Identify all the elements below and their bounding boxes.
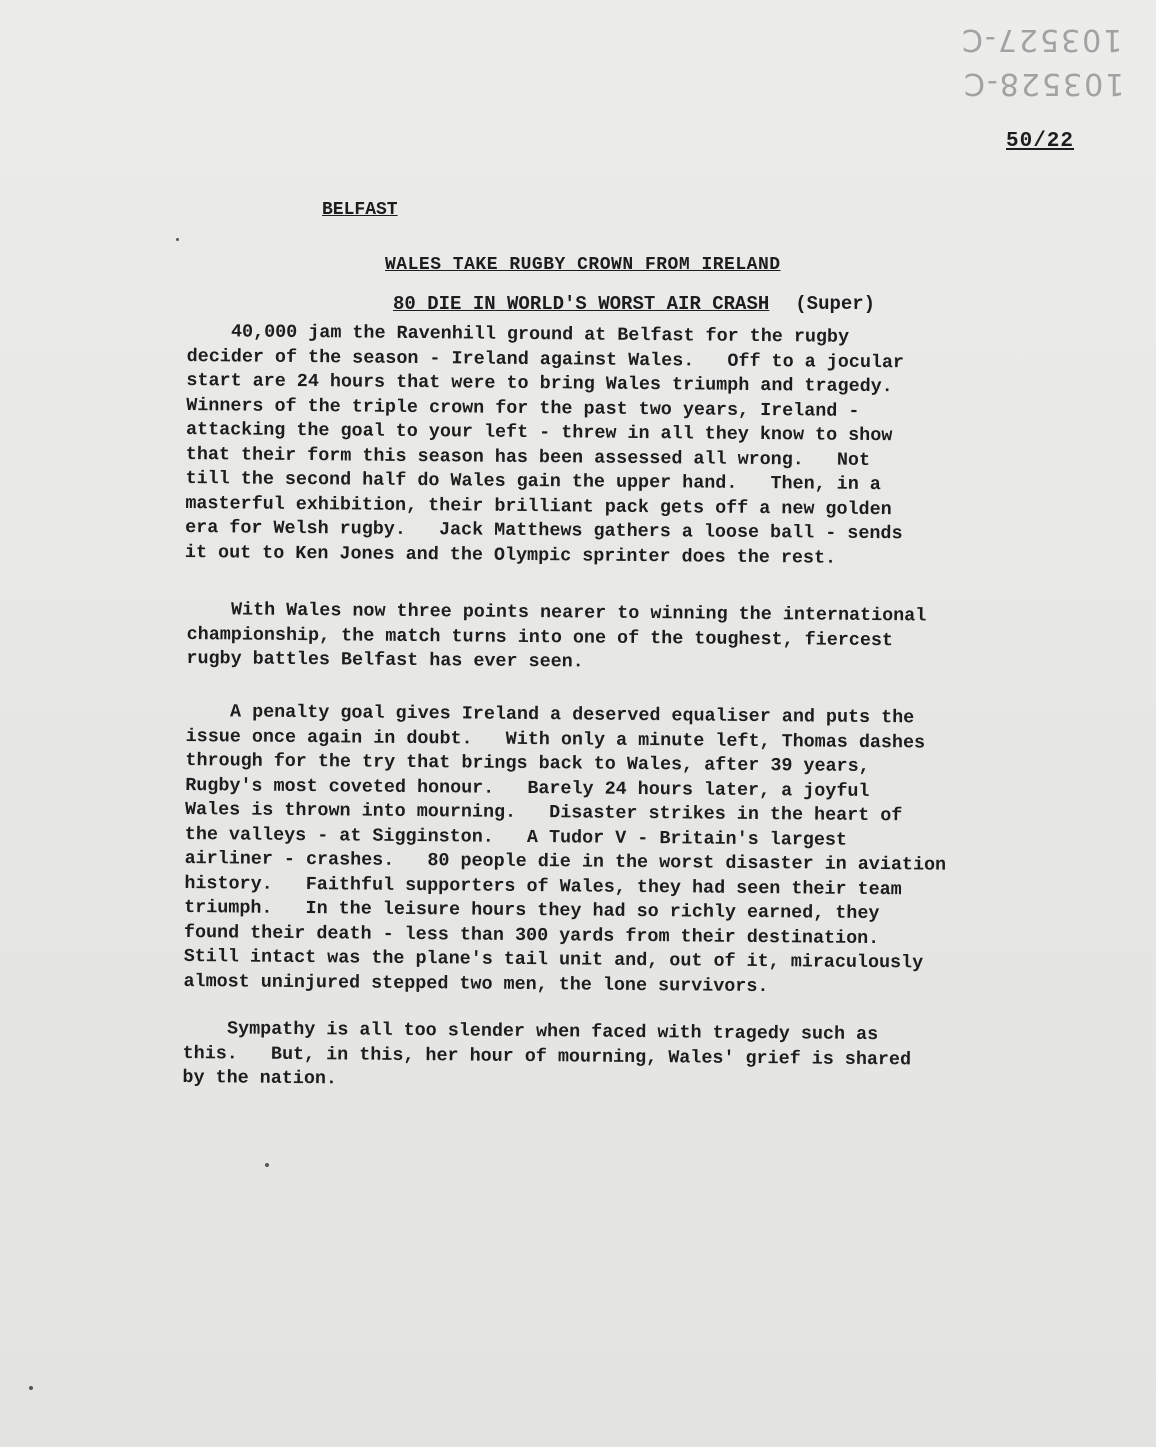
paragraph-championship: With Wales now three points nearer to winning the international championship, the match turns into one of the toughest, fiercest rugby battles Belfast has ever seen. [186,598,927,673]
paragraph-match: 40,000 jam the Ravenhill ground at Belfast for the rugby decider of the season - Ireland against Wales. Off to a jocular start are 24 hours that were to bring Wales triumph and tragedy. Winners of the triple crown for the past two years, Ireland - attacking the goal to your left - threw in all they know to show that their form this season has been assessed all wrong. Not till the second half do Wales gain the upper hand. Then, in a masterful exhibition, their brilliant pack gets off a new golden era for Welsh rugby. Jack Matthews gathers a loose ball - sends it out to Ken Jones and the Olympic sprinter does the rest. [184,320,905,569]
paper-speck [265,1163,269,1167]
sheet-number: 50/22 [1006,130,1075,153]
paragraph-crash: A penalty goal gives Ireland a deserved equaliser and puts the issue once again in doubt. With only a minute left, Thomas dashes through for the try that brings back to Wales, after 39 years, Rugby's most coveted honour. Barely 24 hours later, a joyful Wales is thrown into mourning. Disaster strikes in the heart of the valleys - at Sigginston. A Tudor V - Britain's largest airliner - crashes. 80 people die in the worst disaster in aviation history. Faithful supporters of Wales, they had seen their team triumph. In the leisure hours they had so richly earned, they found their death - less than 300 yards from their destination. Still intact was the plane's tail unit and, out of it, miraculously almost uninjured stepped two men, the lone survivors. [183,700,947,997]
handwritten-reference-2: 103528-C [962,66,1125,101]
headline-air-crash-text: 80 DIE IN WORLD'S WORST AIR CRASH [393,293,770,315]
headline-air-crash [393,293,875,315]
paper-speck [29,1386,33,1390]
location-heading: BELFAST [322,200,398,220]
headline-rugby: WALES TAKE RUGBY CROWN FROM IRELAND [385,255,781,275]
paragraph-sympathy: Sympathy is all too slender when faced with tragedy such as this. But, in this, her hour of mourning, Wales' grief is shared by the nation. [182,1017,912,1090]
handwritten-reference-1: 103527-C [960,22,1123,57]
headline-tag: (Super) [795,293,876,315]
paper-speck [176,238,179,241]
